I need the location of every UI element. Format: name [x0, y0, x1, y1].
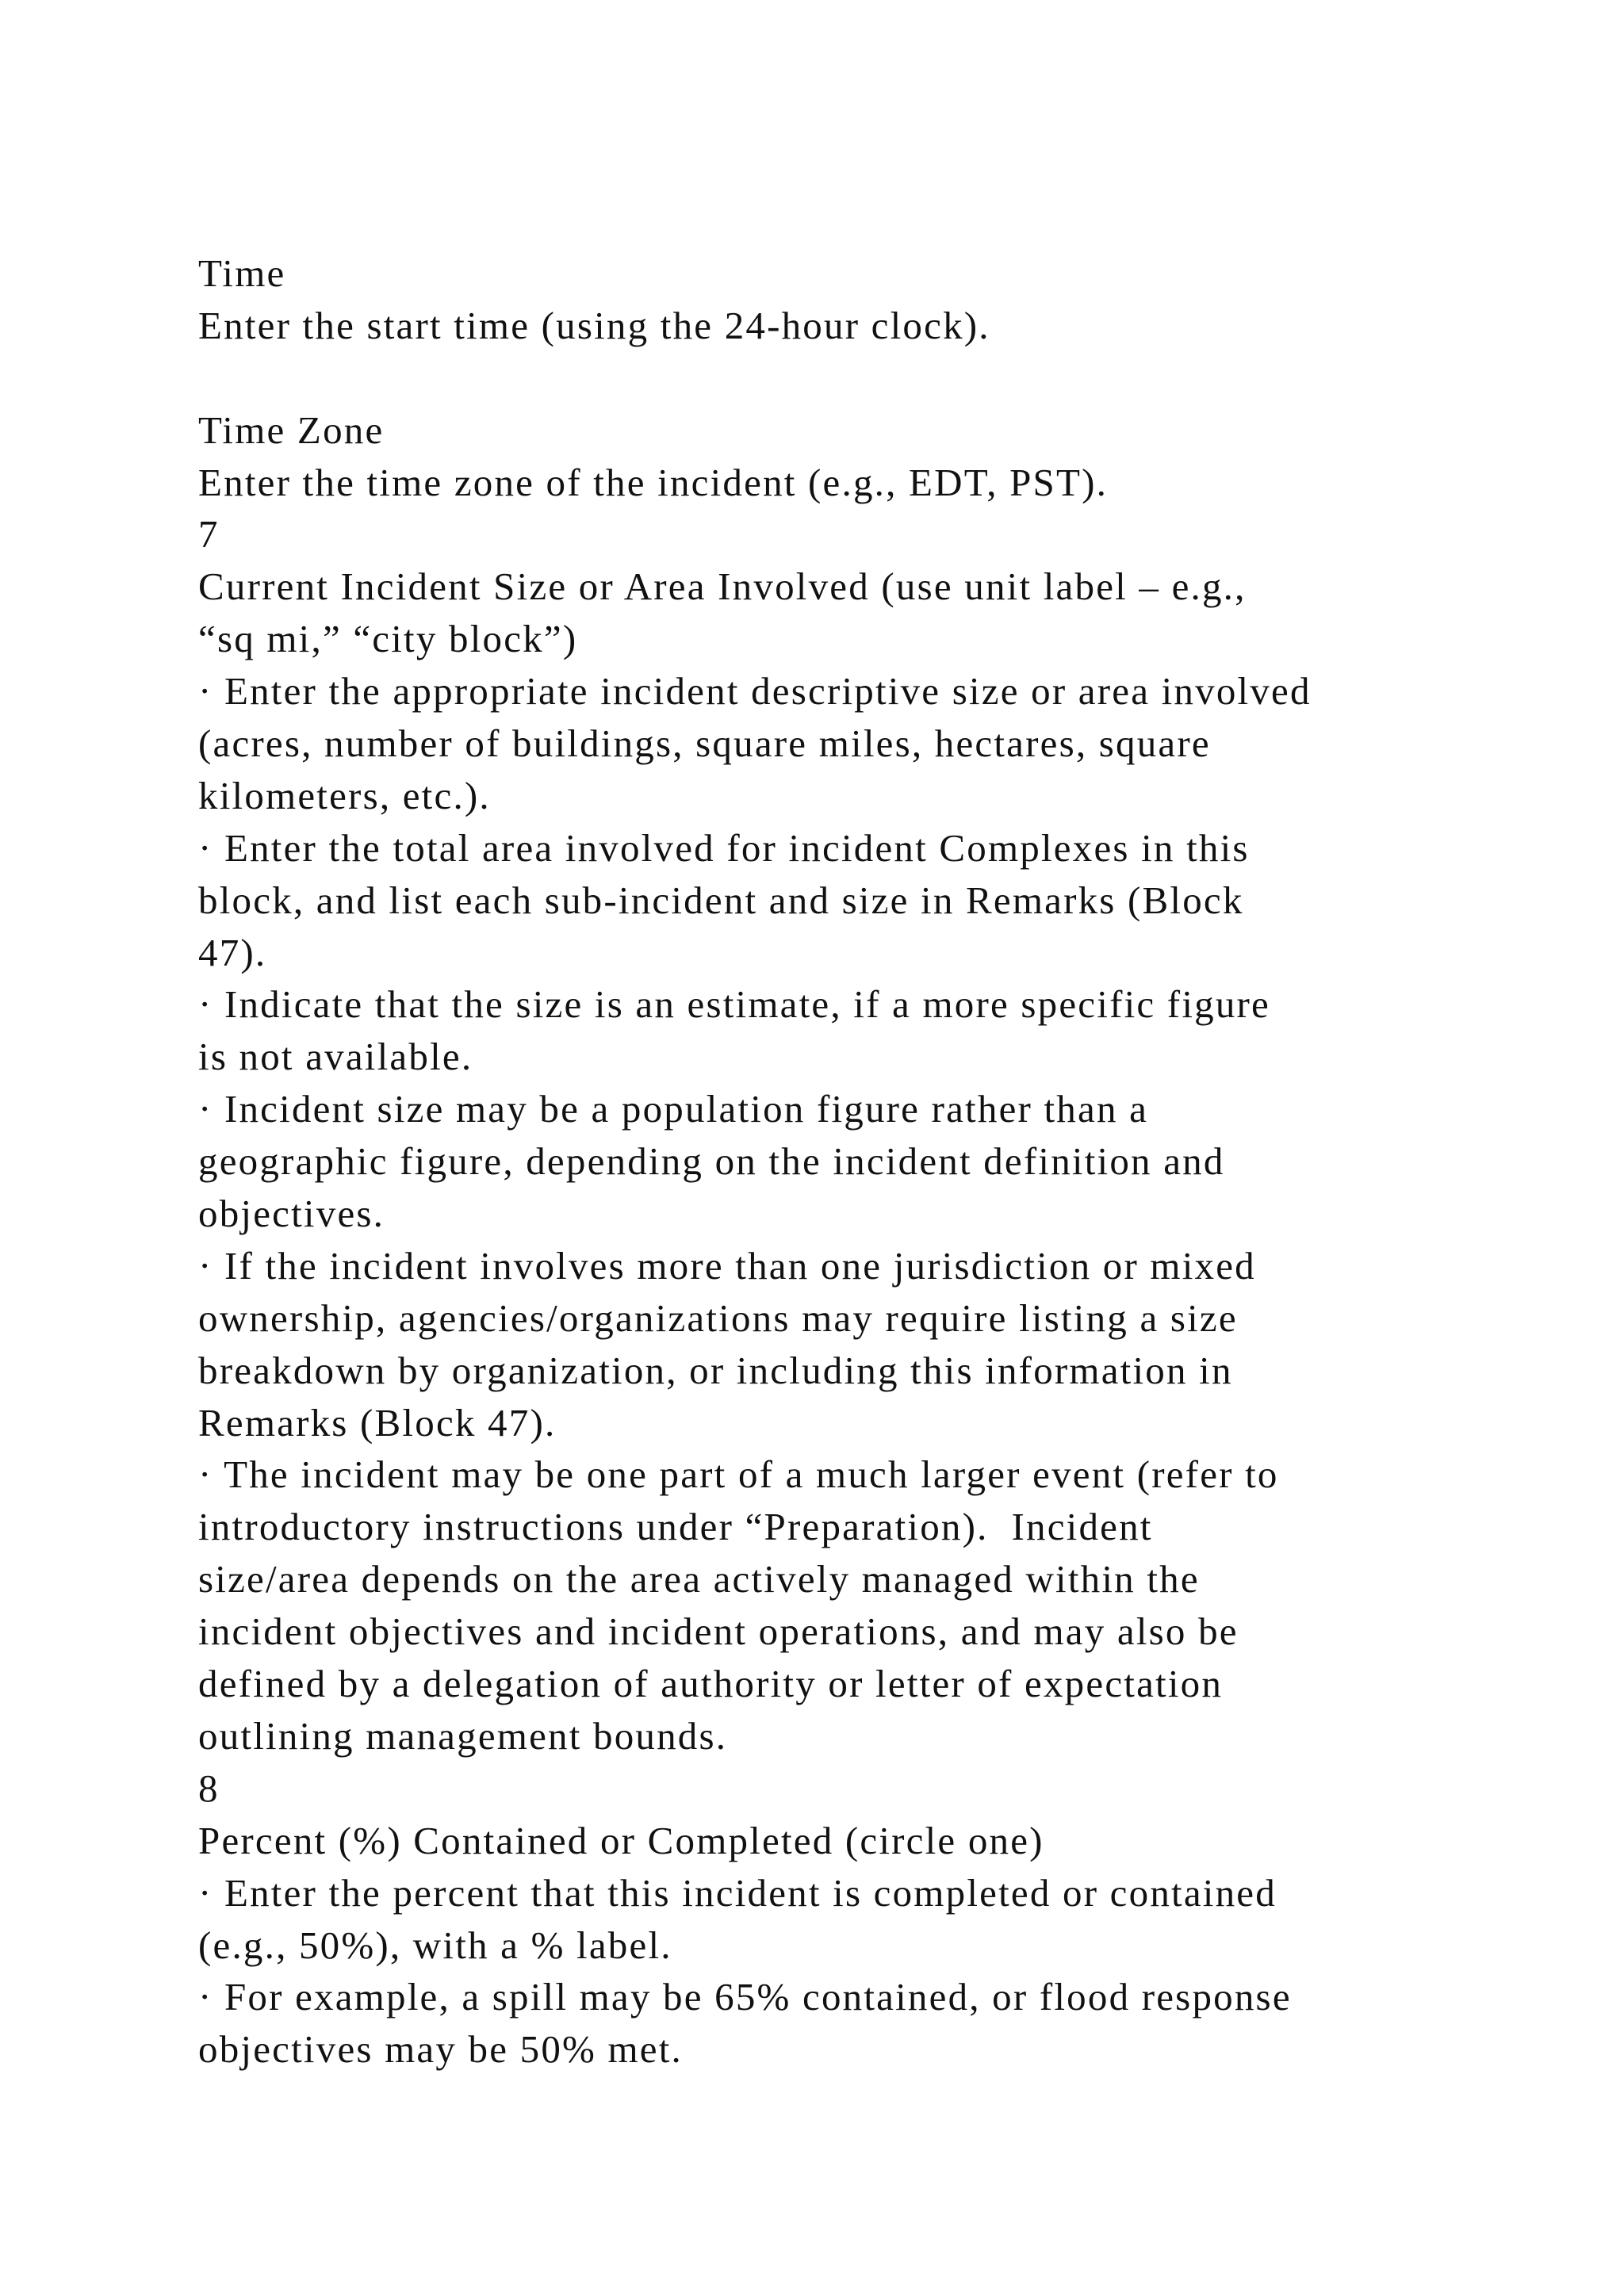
block-7-bullet-line: (acres, number of buildings, square miles, hectares, square [198, 721, 1211, 766]
block-7-bullet-line: · Indicate that the size is an estimate, if a more specific figure [198, 982, 1270, 1027]
block-8-bullet-line: · Enter the percent that this incident is completed or contained [198, 1870, 1277, 1915]
block-7-bullet-line: outlining management bounds. [198, 1713, 728, 1758]
block-8-bullet-line: (e.g., 50%), with a % label. [198, 1923, 672, 1967]
block-8-bullet-line: · For example, a spill may be 65% contained, or flood response [198, 1975, 1292, 2019]
block-7-bullet-line: geographic figure, depending on the incident definition and [198, 1139, 1225, 1184]
block-7-bullet-line: · Enter the total area involved for incident Complexes in this [198, 825, 1250, 870]
time-zone-instruction: Enter the time zone of the incident (e.g., EDT, PST). [198, 460, 1109, 504]
block-7-bullet-line: · Incident size may be a population figure rather than a [198, 1087, 1149, 1131]
time-heading: Time [198, 251, 286, 295]
block-7-bullet-line: Remarks (Block 47). [198, 1400, 557, 1445]
block-7-bullet-line: · If the incident involves more than one jurisdiction or mixed [198, 1243, 1256, 1288]
block-7-bullet-line: objectives. [198, 1192, 385, 1236]
time-instruction: Enter the start time (using the 24-hour clock). [198, 303, 990, 347]
time-zone-heading: Time Zone [198, 408, 385, 452]
block-7-bullet-line: 47). [198, 930, 267, 974]
block-7-title-line: “sq mi,” “city block”) [198, 617, 578, 661]
document-body [198, 247, 1507, 2076]
block-7-bullet-line: size/area depends on the area actively managed within the [198, 1557, 1200, 1601]
block-8-title: Percent (%) Contained or Completed (circle one) [198, 1818, 1044, 1862]
block-7-bullet-line: introductory instructions under “Preparation). Incident [198, 1505, 1153, 1549]
block-7-bullet-line: kilometers, etc.). [198, 773, 491, 817]
block-7-number: 7 [198, 512, 220, 557]
block-7-bullet-line: ownership, agencies/organizations may require listing a size [198, 1295, 1238, 1340]
block-7-bullet-line: is not available. [198, 1035, 473, 1079]
block-7-bullet-line: defined by a delegation of authority or letter of expectation [198, 1662, 1224, 1706]
block-7-bullet-line: incident objectives and incident operations, and may also be [198, 1609, 1239, 1654]
block-8-number: 8 [198, 1766, 220, 1810]
block-7-bullet-line: · Enter the appropriate incident descriptive size or area involved [198, 669, 1312, 714]
block-7-bullet-line: block, and list each sub-incident and size in Remarks (Block [198, 878, 1244, 922]
block-7-title-line: Current Incident Size or Area Involved (use unit label – e.g., [198, 564, 1247, 609]
blank-line [198, 352, 1507, 404]
block-8-bullet-line: objectives may be 50% met. [198, 2027, 684, 2072]
block-7-bullet-line: breakdown by organization, or including this information in [198, 1348, 1233, 1392]
block-7-bullet-line: · The incident may be one part of a much larger event (refer to [198, 1452, 1279, 1497]
